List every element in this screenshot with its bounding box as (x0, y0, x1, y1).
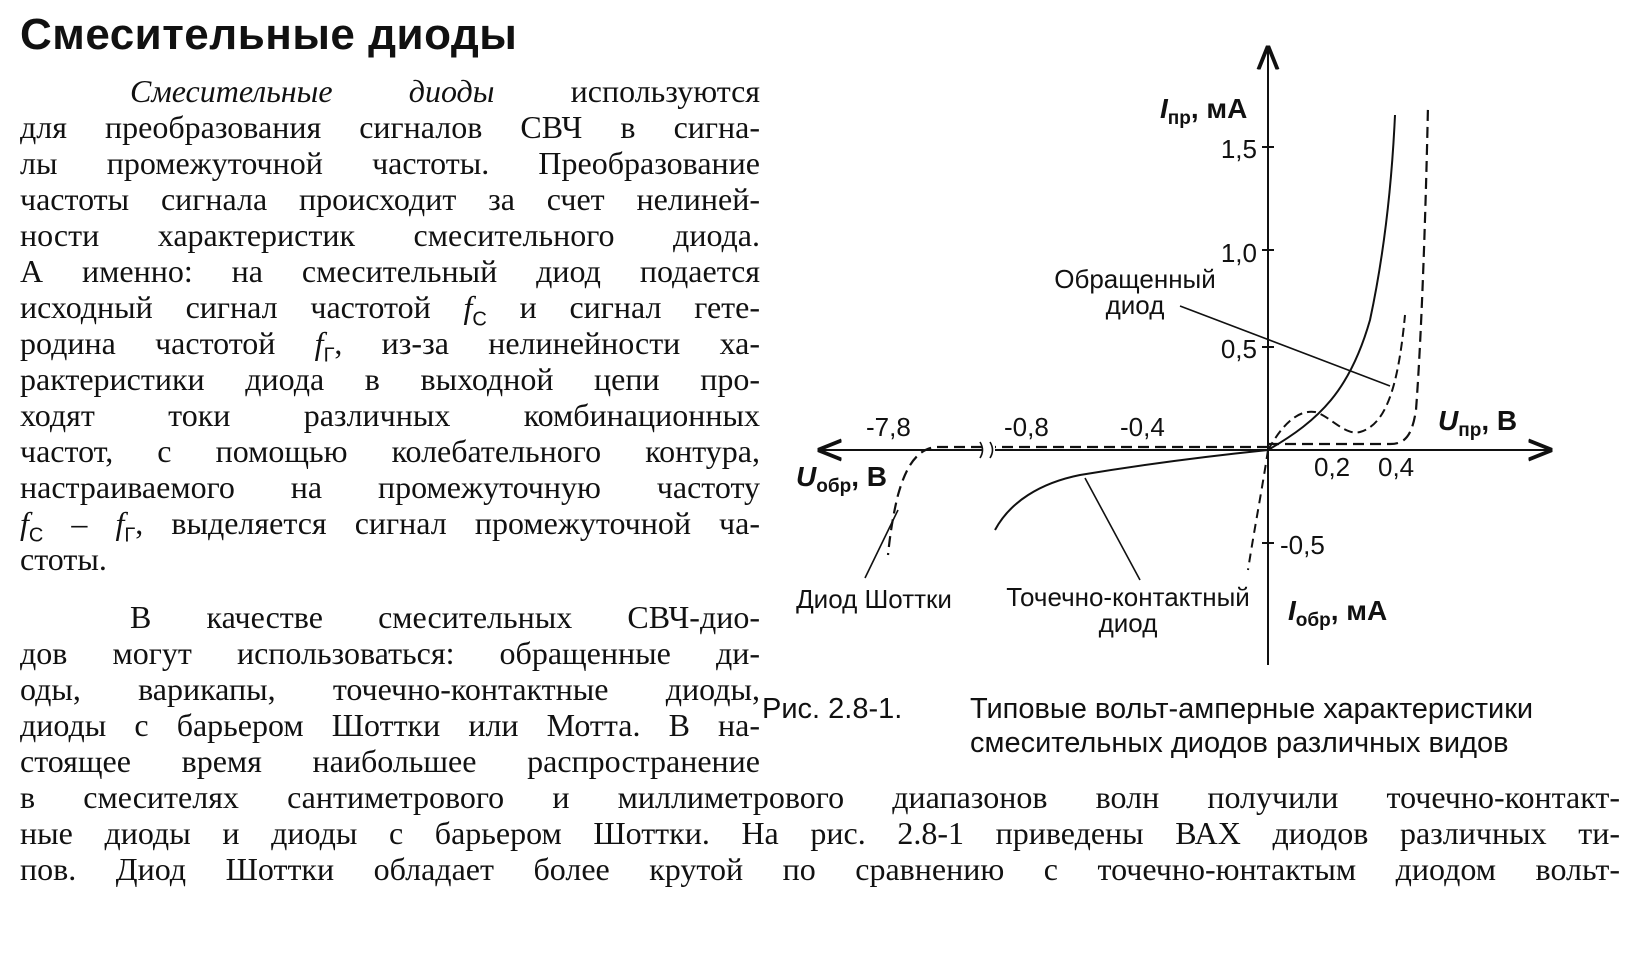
paragraph-1-line-10: ходят токи различных комбинационных (20, 397, 760, 433)
section-heading: Смесительные диоды (20, 10, 518, 59)
paragraph-2-line-3: оды, варикапы, точечно-контактные диоды, (20, 671, 760, 707)
freq-signal-symbol: f (463, 289, 473, 325)
paragraph-1-line-2: для преобразования сигналов СВЧ в сигна- (20, 109, 760, 145)
curve-point-contact (995, 450, 1268, 530)
paragraph-2-line-2: дов могут использоваться: обращенные ди- (20, 635, 760, 671)
paragraph-1-line-5: ности характеристик смесительного диода. (20, 217, 760, 253)
paragraph-1-line-12: настраиваемого на промежуточную частоту (20, 469, 760, 505)
y-tick-label-1-5: 1,5 (1220, 134, 1257, 164)
x-tick-label-neg-7-8: -7,8 (866, 412, 911, 442)
y-tick-label-1-0: 1,0 (1220, 238, 1257, 268)
x-tick-label-0-2: 0,2 (1314, 452, 1351, 482)
paragraph-1-line-3: лы промежуточной частоты. Преобразование (20, 145, 760, 181)
paragraph-2-line-5: стоящее время наибольшее распространение (20, 743, 760, 779)
curve-reverse-dashed-lower (1248, 450, 1268, 570)
label-point-contact-line1: Точечно-контактный (1006, 582, 1250, 612)
curve-schottky-reverse-far (888, 447, 982, 555)
y-axis-forward-label: $I_{пр}$, мА (1160, 93, 1248, 129)
curve-tunnel-dashed (1268, 315, 1405, 450)
leader-schottky (865, 510, 898, 578)
leader-point-contact (1085, 478, 1140, 580)
paragraph-1-line-1: Смесительные диоды используются (130, 73, 760, 109)
paragraph-1-line-7: исходный сигнал частотой $f_C$ и сигнал гете- (20, 289, 760, 331)
paragraph-2-line-6: в смесителях сантиметрового и миллиметрового диапазонов волн получили точечно-контакт- (20, 779, 1620, 815)
paragraph-2-line-8: пов. Диод Шоттки обладает более крутой по сравнению с точечно-юнтактым диодом вольт- (20, 851, 1620, 887)
freq-heterodyne-symbol: f (314, 325, 324, 361)
term-mixing-diodes: Смесительные диоды (130, 73, 495, 109)
y-axis-reverse-label: $I_{обр}$, мА (1288, 595, 1388, 631)
x-tick-label-neg-0-4: -0,4 (1120, 412, 1165, 442)
paragraph-1-line-14: стоты. (20, 541, 107, 577)
y-tick-label-neg-0-5: -0,5 (1280, 530, 1325, 560)
leader-inverted-diode (1180, 306, 1390, 386)
x-axis-forward-label: $U_{пр}$, В (1438, 405, 1518, 441)
paragraph-1-line-11: частот, с помощью колебательного контура, (20, 433, 760, 469)
x-tick-label-0-4: 0,4 (1378, 452, 1415, 482)
figure-caption-line-1: Типовые вольт-амперные характеристики (970, 693, 1534, 725)
label-inverted-diode-line2: диод (1105, 290, 1165, 320)
x-axis-reverse-label: $U_{обр}$, В (796, 461, 887, 497)
figure-caption-label: Рис. 2.8-1. (762, 693, 903, 725)
label-point-contact-line2: диод (1098, 608, 1158, 638)
paragraph-2-line-1: В качестве смесительных СВЧ-дио- (130, 599, 760, 635)
paragraph-1-line-6: А именно: на смесительный диод подается (20, 253, 760, 289)
x-tick-label-neg-0-8: -0,8 (1004, 412, 1049, 442)
paragraph-1-line-13: $f_C - f_Г$, выделяется сигнал промежуточной ча- (20, 505, 761, 547)
curve-inverted-diode (1268, 115, 1395, 450)
y-tick-label-0-5: 0,5 (1220, 334, 1257, 364)
paragraph-2-line-4: диоды с барьером Шоттки или Мотта. В на- (20, 707, 760, 743)
label-inverted-diode-line1: Обращенный (1054, 264, 1216, 294)
paragraph-1-line-9: рактеристики диода в выходной цепи про- (20, 361, 760, 397)
axis-break-icon (980, 442, 993, 458)
paragraph-1-line-4: частоты сигнала происходит за счет нелиней- (20, 181, 760, 217)
paragraph-1-line-8: родина частотой $f_Г$, из-за нелинейности ха- (20, 325, 761, 367)
figure-caption-line-2: смесительных диодов различных видов (970, 727, 1509, 759)
paragraph-2-line-7: ные диоды и диоды с барьером Шоттки. На рис. 2.8-1 приведены ВАХ диодов различных ти- (20, 815, 1620, 851)
label-schottky-diode: Диод Шоттки (796, 584, 952, 614)
curve-schottky-forward (1268, 105, 1428, 444)
